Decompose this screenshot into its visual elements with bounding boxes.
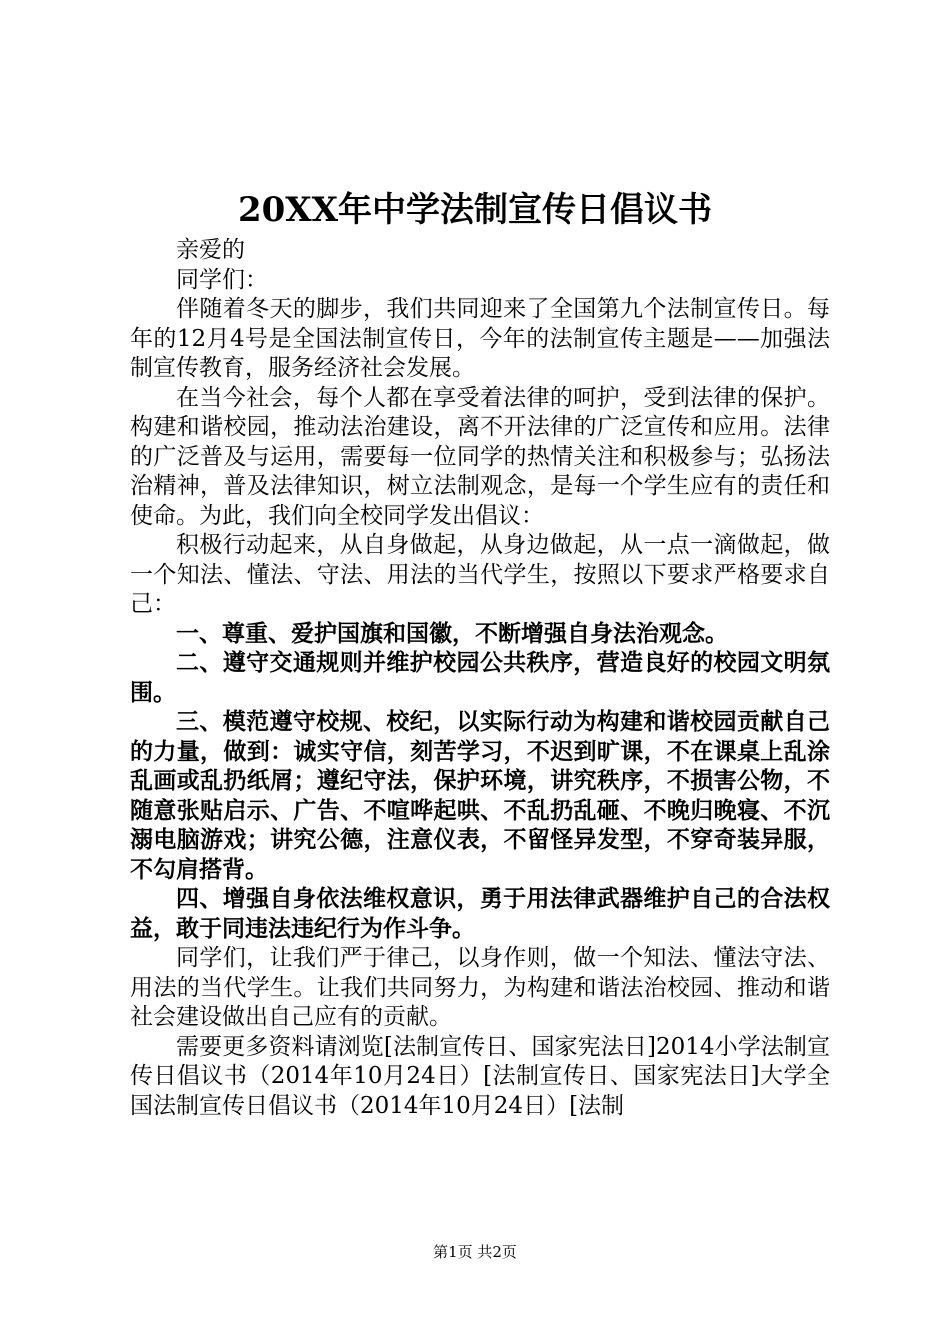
numbered-item: 三、模范遵守校规、校纪，以实际行动为构建和谐校园贡献自己的力量，做到：诚实守信，刻苦学习，不迟到旷课，不在课桌上乱涂乱画或乱扔纸屑；遵纪守法，保护环境，讲究秩序，不损害公物，不随意张贴启示、广告、不喧哗起哄、不乱扔乱砸、不晚归晚寝、不沉溺电脑游戏；讲究公德，注意仪表，不留怪异发型，不穿奇装异服，不勾肩搭背。	[130, 709, 830, 883]
paragraph: 同学们：	[176, 266, 268, 293]
document-body	[130, 236, 830, 1121]
numbered-item: 四、增强自身依法维权意识，勇于用法律武器维护自己的合法权益，敢于同违法违纪行为作斗争。	[130, 886, 830, 942]
document-title: 20XX年中学法制宣传日倡议书	[237, 190, 713, 230]
numbered-item: 一、尊重、爱护国旗和国徽，不断增强自身法治观念。	[176, 620, 728, 647]
paragraph: 积极行动起来，从自身做起，从身边做起，从一点一滴做起，做一个知法、懂法、守法、用法的当代学生，按照以下要求严格要求自己：	[130, 532, 830, 617]
paragraph: 伴随着冬天的脚步，我们共同迎来了全国第九个法制宣传日。每年的12月4号是全国法制宣传日，今年的法制宣传主题是——加强法制宣传教育，服务经济社会发展。	[130, 296, 830, 381]
numbered-item: 二、遵守交通规则并维护校园公共秩序，营造良好的校园文明氛围。	[130, 650, 830, 706]
paragraph: 在当今社会，每个人都在享受着法律的呵护，受到法律的保护。构建和谐校园，推动法治建设，离不开法律的广泛宣传和应用。法律的广泛普及与运用，需要每一位同学的热情关注和积极参与；弘扬法治精神，普及法律知识，树立法制观念，是每一个学生应有的责任和使命。为此，我们向全校同学发出倡议：	[130, 384, 830, 529]
paragraph: 同学们，让我们严于律己，以身作则，做一个知法、懂法守法、用法的当代学生。让我们共同努力，为构建和谐法治校园、推动和谐社会建设做出自己应有的贡献。	[130, 945, 830, 1030]
paragraph: 亲爱的	[176, 237, 245, 263]
page-number-footer: 第1页 共2页	[433, 1243, 517, 1261]
paragraph: 需要更多资料请浏览[法制宣传日、国家宪法日]2014小学法制宣传日倡议书（2014年10月24日）[法制宣传日、国家宪法日]大学全国法制宣传日倡议书（2014年10月24日）[法制	[130, 1033, 830, 1119]
